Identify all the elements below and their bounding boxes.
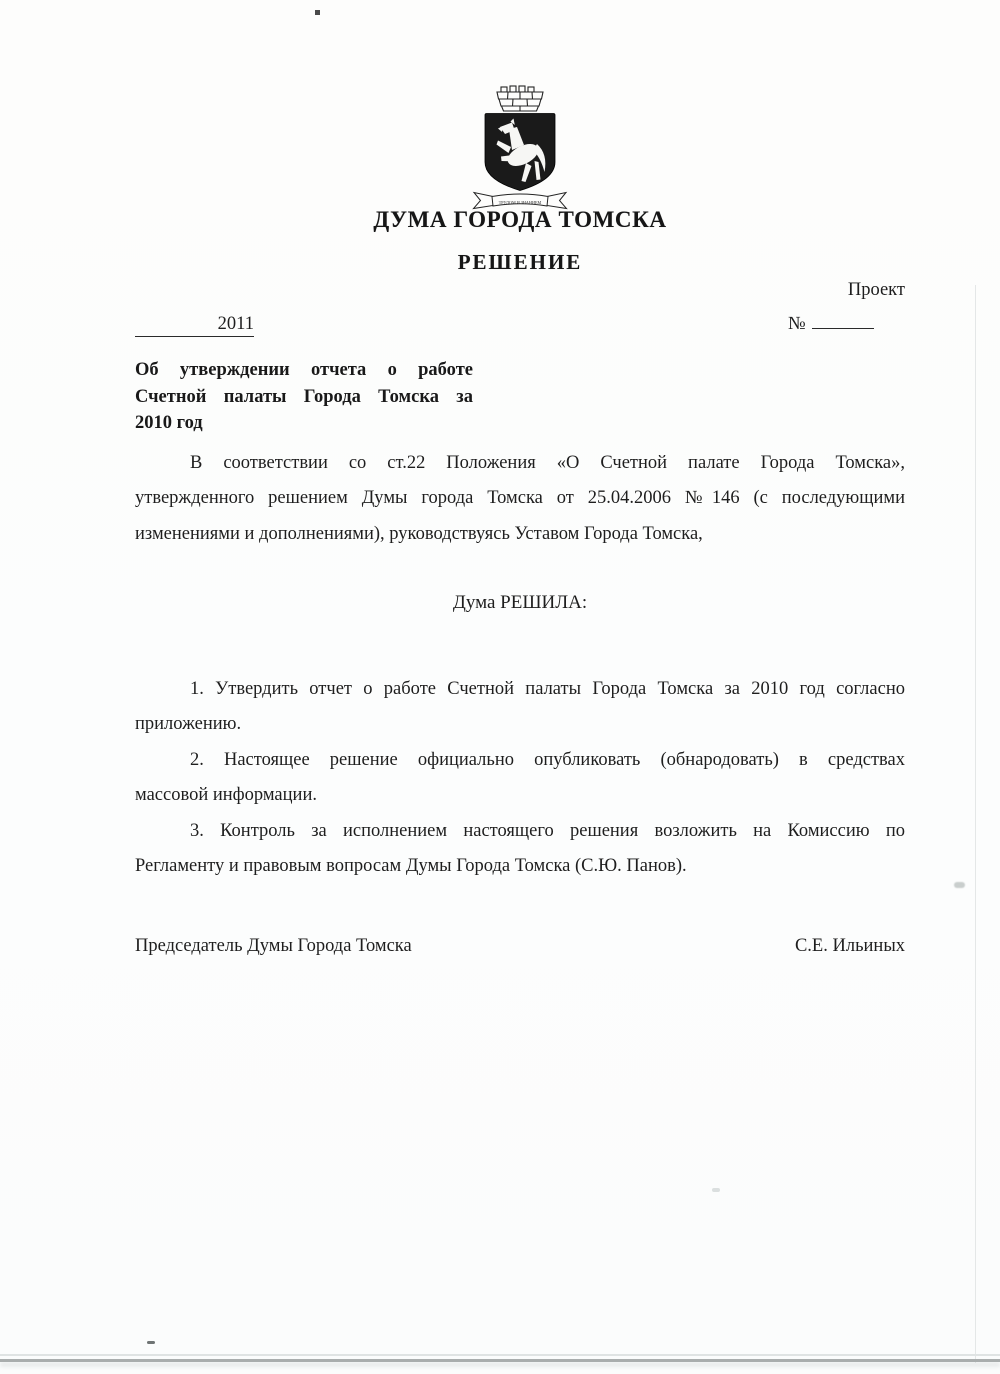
resolution-item [135,814,905,885]
item-line: Регламенту и правовым вопросам Думы Города Томска (С.Ю. Панов). [135,856,687,877]
scan-smudge [954,882,965,888]
item-line: приложению. [135,714,242,735]
resolution-item [135,672,905,743]
scan-dash-artifact [147,1341,155,1344]
date-blank-line: 2011 [135,314,254,337]
signature-row [135,936,905,957]
scan-bottom-edge-faint [0,1354,1000,1356]
scan-fold-line [975,285,976,1363]
resolution-item [135,743,905,814]
item-line: 3. Контроль за исполнением настоящего решения возложить на Комиссию по [190,820,905,841]
resolution-heading: Дума РЕШИЛА: [452,592,588,613]
scan-smudge-small [712,1188,720,1192]
shield-icon [485,114,555,191]
motto-text: ТРУДОМ И ЗНАНИЕМ [498,199,542,205]
number-sign: № [788,314,806,334]
intro-line: изменениями и дополнениями), руководствуясь Уставом Города Томска, [135,523,703,544]
intro-line: В соответствии со ст.22 Положения «О Счетной палате Города Томска», [190,453,905,473]
document-date-row [135,314,254,337]
subject-line: Счетной палаты Города Томска за [135,386,473,407]
item-line: массовой информации. [135,785,317,806]
scan-bottom-edge [0,1359,1000,1362]
coat-of-arms-graphic [465,84,575,211]
org-title: ДУМА ГОРОДА ТОМСКА [373,207,667,232]
number-blank-line [812,308,874,329]
tomsk-coat-of-arms [465,84,575,212]
doc-type-title: РЕШЕНИЕ [457,250,583,274]
subject-line: Об утверждении отчета о работе [135,360,473,380]
resolution-items [135,672,905,884]
scan-speck [315,10,320,15]
item-line: 2. Настоящее решение официально опубликовать (обнародовать) в средствах [190,749,905,770]
draft-label: Проект [847,280,905,300]
subject-line: 2010 год [135,413,203,433]
intro-line: утвержденного решением Думы города Томска от 25.04.2006 №146 (с последующими [135,488,905,509]
intro-paragraph [135,446,905,552]
subject-heading [135,357,473,437]
item-line: 1. Утвердить отчет о работе Счетной палаты Города Томска за 2010 год согласно [190,679,905,699]
document-number-row [788,308,874,335]
signature-name: С.Е. Ильиных [794,936,905,956]
mural-crown-icon [497,86,543,111]
signature-title: Председатель Думы Города Томска [135,936,412,956]
